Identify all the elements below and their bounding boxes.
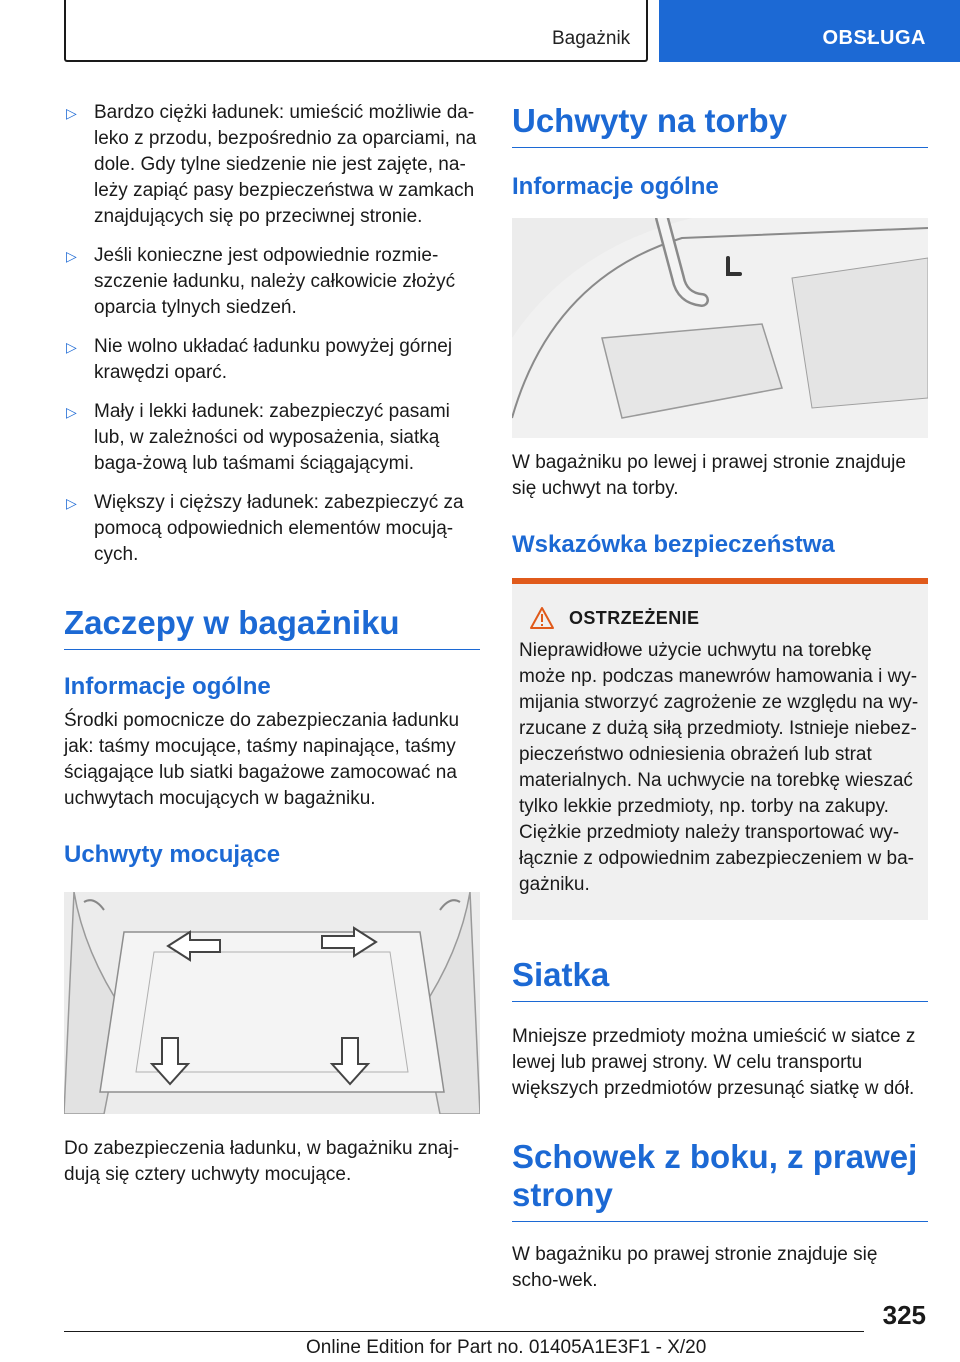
- bullet-triangle-icon: ▷: [66, 404, 77, 420]
- paragraph-schowek: W bagażniku po prawej stronie znajduje się scho-wek.: [512, 1244, 878, 1291]
- list-item: ▷ Nie wolno układać ładunku powyżej górnej krawędzi oparć.: [66, 336, 453, 383]
- section-title-schowek: Schowek z boku, z prawej strony: [512, 1138, 928, 1222]
- header-chapter-label: OBSŁUGA: [822, 27, 926, 49]
- caption-torby: W bagażniku po lewej i prawej stronie znajduje się uchwyt na torby.: [512, 452, 906, 499]
- caption-uchwyty: Do zabezpieczenia ładunku, w bagażniku znaj-dują się cztery uchwyty mocujące.: [64, 1138, 460, 1185]
- left-column: [64, 100, 480, 1188]
- bullet-triangle-icon: ▷: [66, 248, 77, 264]
- warning-text: Nieprawidłowe użycie uchwytu na torebkę może np. podczas manewrów hamowania i wy-mijania stworzyć zagrożenie ze względu na wy-rzucane z dużą siłą przedmioty. Istnieje niebez-pieczeństwo odniesienia obrażeń lub strat materialnych. Na uchwycie na torebkę wieszać tylko lekkie przedmioty, np. torby na zakupy. Ciężkie przedmioty należy transportować wy-łącznie z odpowiednim zabezpieczeniem w ba-gażniku.: [519, 640, 919, 895]
- warning-triangle-icon: [529, 606, 555, 630]
- bullet-list: [64, 100, 480, 568]
- subsection-title-info-torby: Informacje ogólne: [512, 173, 719, 200]
- list-item: ▷ Bardzo ciężki ładunek: umieścić możliwie da-leko z przodu, bezpośrednio za oparciami, na dole. Gdy tylne siedzenie nie jest zajęte, na-leży zapiąć pasy bezpieczeństwa w zamkach znajdujących się po przeciwnej stronie.: [66, 102, 477, 227]
- warning-title: OSTRZEŻENIE: [569, 607, 700, 628]
- section-title-torby: Uchwyty na torby: [512, 102, 928, 148]
- footer-divider: [64, 1331, 864, 1332]
- bullet-triangle-icon: ▷: [66, 339, 77, 355]
- page-number: 325: [882, 1300, 926, 1330]
- list-item: ▷ Większy i cięższy ładunek: zabezpieczyć za pomocą odpowiednich elementów mocują-cych.: [66, 492, 464, 565]
- list-item: ▷ Jeśli konieczne jest odpowiednie rozmie-szczenie ładunku, należy całkowicie złożyć oparcia tylnych siedzeń.: [66, 245, 456, 318]
- bullet-triangle-icon: ▷: [66, 495, 77, 511]
- header-chapter-tab: [659, 0, 960, 62]
- paragraph-info: Środki pomocnicze do zabezpieczania ładunku jak: taśmy mocujące, taśmy napinające, taśmy ściągające lub siatki bagażowe zamocować na uchwytach mocujących w bagażniku.: [64, 710, 460, 809]
- subsection-title-safety: Wskazówka bezpieczeństwa: [512, 531, 835, 558]
- paragraph-siatka: Mniejsze przedmioty można umieścić w siatce z lewej lub prawej strony. W celu transportu większych przedmiotów przesunąć siatkę w dół.: [512, 1026, 916, 1099]
- right-column: [512, 100, 928, 1294]
- subsection-title-info: Informacje ogólne: [64, 673, 271, 700]
- warning-box: [512, 578, 928, 920]
- bag-hook-illustration: [512, 218, 928, 438]
- section-title-zaczepy: Zaczepy w bagażniku: [64, 604, 480, 650]
- subsection-title-uchwyty: Uchwyty mocujące: [64, 841, 281, 868]
- warning-heading: [519, 606, 920, 630]
- footer-edition: Online Edition for Part no. 01405A1E3F1 - X/20: [306, 1337, 707, 1358]
- trunk-floor-illustration: [64, 892, 480, 1114]
- bag-hook-image: [512, 218, 928, 438]
- section-title-siatka: Siatka: [512, 956, 928, 1002]
- trunk-lashing-eyes-image: [64, 892, 480, 1114]
- bullet-triangle-icon: ▷: [66, 105, 77, 121]
- list-item: ▷ Mały i lekki ładunek: zabezpieczyć pasami lub, w zależności od wyposażenia, siatką baga-żową lub taśmami ściągającymi.: [66, 401, 450, 474]
- header-section-title: Bagażnik: [552, 28, 631, 49]
